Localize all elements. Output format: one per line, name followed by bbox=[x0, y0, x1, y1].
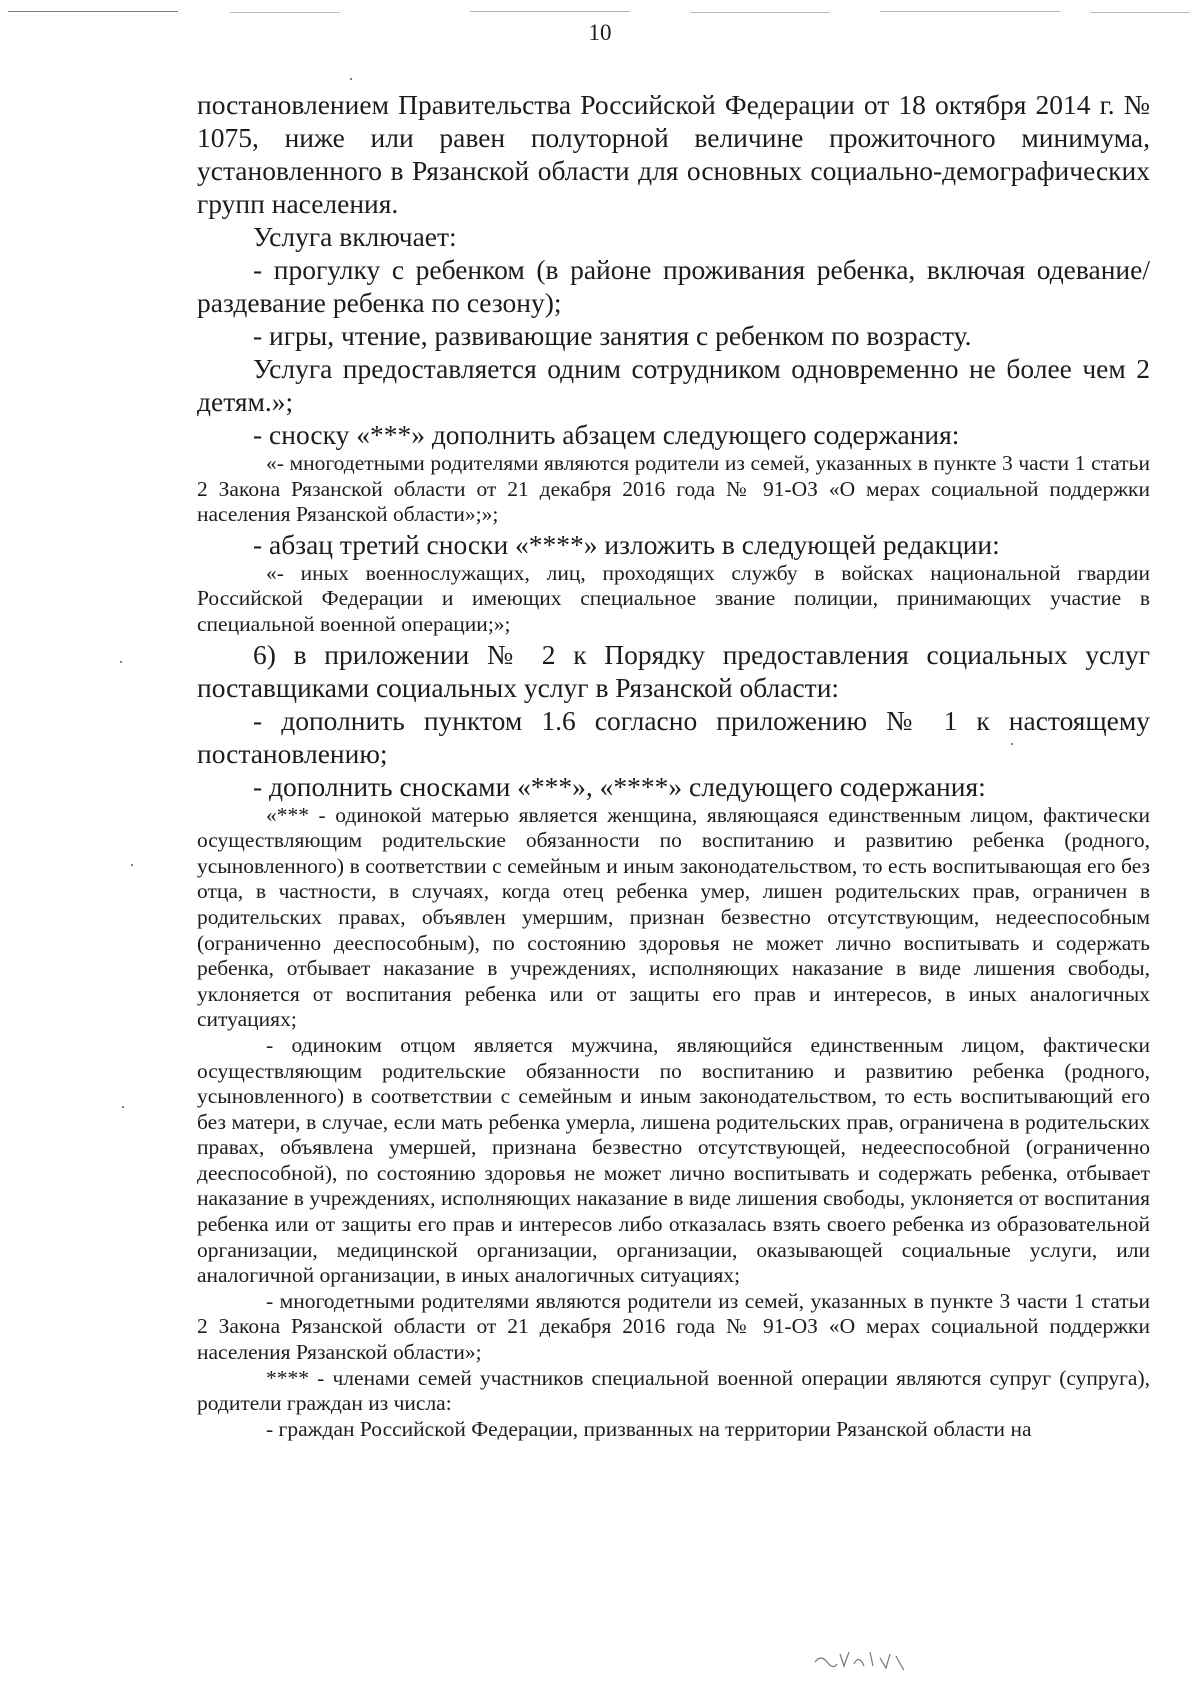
paragraph: - игры, чтение, развивающие занятия с ребенком по возрасту. bbox=[253, 320, 972, 351]
scan-speck bbox=[131, 864, 133, 866]
scan-top-edge bbox=[0, 0, 1200, 22]
paragraph: Услуга включает: bbox=[253, 221, 457, 252]
scan-speck bbox=[1011, 743, 1013, 745]
paragraph: «- иных военнослужащих, лиц, проходящих службу в войсках национальной гвардии Российской Федерации и имеющих специальное звание полиции, принимающих участие в специальной военной операции;»; bbox=[197, 560, 1150, 636]
paragraph: **** - членами семей участников специальной военной операции являются супруг (супруга), родители граждан из числа: bbox=[197, 1365, 1150, 1416]
document-body bbox=[197, 88, 1150, 1442]
paragraph: Услуга предоставляется одним сотрудником одновременно не более чем 2 детям.»; bbox=[197, 353, 1150, 417]
paragraph: «*** - одинокой матерью является женщина, являющаяся единственным лицом, фактически осуществляющим родительские обязанности по воспитанию и развитию ребенка (родного, усыновленного) в соответствии с семейным и иным законодательством, то есть воспитывающая его без отца, в частности, в случаях, когда отец ребенка умер, лишен родительских прав, ограничен в родительских правах, объявлен умершим, признан безвестно отсутствующим, недееспособным (ограниченно дееспособным), по состоянию здоровья не может лично воспитывать и содержать ребенка, отбывает наказание в учреждениях, исполняющих наказание в виде лишения свободы, уклоняется от воспитания ребенка или от защиты его прав и интересов, в иных аналогичных ситуациях; bbox=[197, 802, 1150, 1032]
paragraph: - прогулку с ребенком (в районе проживания ребенка, включая одевание/раздевание ребенка по сезону); bbox=[197, 254, 1150, 318]
paragraph: - дополнить пунктом 1.6 согласно приложению № 1 к настоящему постановлению; bbox=[197, 704, 1150, 769]
paragraph: - абзац третий сноски «****» изложить в следующей редакции: bbox=[253, 528, 1000, 560]
paragraph: - сноску «***» дополнить абзацем следующего содержания: bbox=[253, 419, 960, 450]
scan-speck bbox=[350, 78, 352, 80]
paragraph: постановлением Правительства Российской Федерации от 18 октября 2014 г. № 1075, ниже или равен полуторной величине прожиточного минимума, установленного в Рязанской области для основных социально-демографических групп населения. bbox=[197, 89, 1150, 219]
paragraph: «- многодетными родителями являются родители из семей, указанных в пункте 3 части 1 статьи 2 Закона Рязанской области от 21 декабря 2016 года № 91-ОЗ «О мерах социальной поддержки населения Рязанской области»;»; bbox=[197, 451, 1150, 527]
paragraph: 6) в приложении № 2 к Порядку предоставления социальных услуг поставщиками социальных услуг в Рязанской области: bbox=[197, 638, 1150, 703]
paragraph: - дополнить сносками «***», «****» следующего содержания: bbox=[253, 770, 986, 802]
paragraph: - одиноким отцом является мужчина, являющийся единственным лицом, фактически осуществляющим родительские обязанности по воспитанию и развитию ребенка (родного, усыновленного) в соответствии с семейным и иным законодательством, то есть воспитывающий его без матери, в случае, если мать ребенка умерла, лишена родительских прав, ограничена в родительских правах, объявлена умершей, признана безвестно отсутствующей, недееспособной (ограниченно дееспособной), по состоянию здоровья не может лично воспитывать и содержать ребенка, отбывает наказание в учреждениях, исполняющих наказание в виде лишения свободы, уклоняется от воспитания ребенка или от защиты его прав и интересов либо отказалась взять своего ребенка из образовательной организации, медицинской организации, организации, оказывающей социальные услуги, или аналогичной организации, в иных аналогичных ситуациях; bbox=[197, 1032, 1150, 1288]
paragraph: - многодетными родителями являются родители из семей, указанных в пункте 3 части 1 статьи 2 Закона Рязанской области от 21 декабря 2016 года № 91-ОЗ «О мерах социальной поддержки населения Рязанской области»; bbox=[197, 1288, 1150, 1365]
scan-speck bbox=[120, 661, 122, 663]
signature-mark bbox=[810, 1640, 920, 1680]
paragraph: - граждан Российской Федерации, призванных на территории Рязанской области на bbox=[266, 1416, 1032, 1441]
scan-speck bbox=[122, 1106, 124, 1108]
page-number: 10 bbox=[588, 20, 612, 45]
